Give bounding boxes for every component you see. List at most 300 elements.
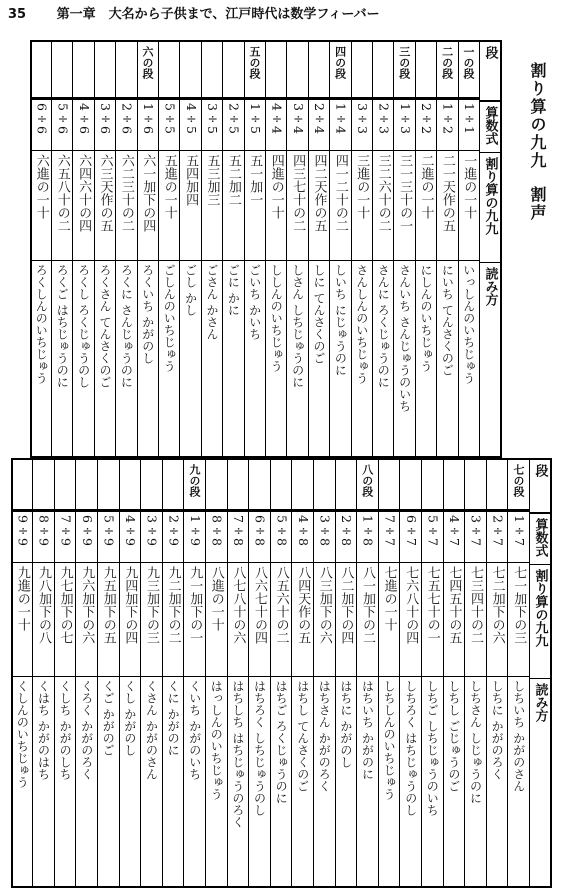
reading-text: ろくに さんじゅうのに — [119, 264, 134, 388]
table-column — [162, 458, 184, 888]
cell-reading — [52, 260, 72, 458]
cell-kuku — [95, 150, 115, 260]
reading-text: しいち にじゅうのに — [333, 264, 348, 376]
cell-kuku — [163, 562, 184, 676]
header-cell-kuku — [530, 564, 550, 678]
table-column — [32, 458, 54, 888]
table-column — [227, 458, 249, 888]
expr-text: 1÷4 — [333, 103, 349, 134]
expr-text: 1÷8 — [360, 515, 376, 546]
group-label: 一の段 — [461, 46, 475, 79]
cell-expr — [465, 510, 486, 562]
cell-expr — [314, 510, 335, 562]
kuku-text: 五一加一 — [247, 154, 263, 206]
cell-reading — [73, 260, 93, 458]
cell-kuku — [52, 150, 72, 260]
cell-kuku — [141, 562, 162, 676]
expr-text: 5÷9 — [101, 515, 117, 546]
reading-text: しちいち かがのさん — [511, 680, 526, 792]
expr-text: 4÷4 — [269, 103, 285, 134]
kuku-text: 六一加下の四 — [140, 154, 156, 232]
cell-reading — [76, 676, 97, 888]
cell-kuku — [184, 562, 205, 676]
cell-kuku — [202, 150, 222, 260]
reading-text: ろくし ろくじゅうのし — [76, 264, 91, 388]
table-column — [140, 458, 162, 888]
cell-kuku — [76, 562, 97, 676]
kuku-text: 八三加下の六 — [316, 566, 332, 644]
reading-text: ごしんのいちじゅう — [162, 264, 177, 372]
cell-expr — [206, 510, 227, 562]
table-column — [443, 458, 465, 888]
kuku-text: 一進の一十 — [461, 154, 477, 219]
cell-reading — [309, 260, 329, 458]
table-column — [11, 458, 33, 888]
expr-text: 2÷8 — [339, 515, 355, 546]
cell-expr — [55, 510, 76, 562]
cell-kuku — [508, 562, 529, 676]
cell-expr — [249, 510, 270, 562]
kuku-text: 九進の一十 — [14, 566, 30, 631]
cell-expr — [116, 98, 136, 150]
cell-reading — [422, 676, 443, 888]
table-column — [137, 40, 158, 458]
cell-expr — [352, 98, 372, 150]
cell-kuku — [459, 150, 479, 260]
cell-kuku — [138, 150, 158, 260]
kuku-text: 七四五十の五 — [446, 566, 462, 644]
reading-text: はっしんのいちじゅう — [209, 680, 224, 800]
reading-text: ろくご はちじゅうのに — [55, 264, 70, 388]
cell-reading — [120, 676, 141, 888]
kuku-text: 七進の一十 — [381, 566, 397, 631]
cell-kuku — [314, 562, 335, 676]
cell-kuku — [206, 562, 227, 676]
table-column — [507, 458, 529, 888]
kuku-text: 二一天作の五 — [439, 154, 455, 232]
kuku-text: 四三七十の二 — [290, 154, 306, 232]
header-label-expr: 算数式 — [482, 106, 498, 145]
cell-expr — [459, 98, 479, 150]
cell-expr — [245, 98, 265, 150]
expr-text: 9÷9 — [15, 515, 31, 546]
cell-expr — [271, 510, 292, 562]
chapter-title: 第一章 大名から子供まで、江戸時代は数学フィーバー — [56, 7, 380, 22]
table-column — [75, 458, 97, 888]
expr-text: 7÷7 — [382, 515, 398, 546]
expr-text: 4÷7 — [447, 515, 463, 546]
reading-text: くご かがのご — [101, 680, 116, 756]
expr-text: 3÷7 — [468, 515, 484, 546]
expr-text: 6÷9 — [79, 515, 95, 546]
cell-expr — [184, 510, 205, 562]
table-column — [372, 40, 393, 458]
table-column — [265, 40, 286, 458]
side-title — [526, 62, 549, 222]
expr-text: 1÷5 — [248, 103, 264, 134]
header-cell-kuku — [480, 152, 500, 262]
expr-text: 5÷7 — [425, 515, 441, 546]
cell-kuku — [416, 150, 436, 260]
reading-text: さんいち さんじゅうのいち — [397, 264, 412, 412]
kuku-text: 九一加下の一 — [187, 566, 203, 644]
cell-reading — [180, 260, 200, 458]
expr-text: 2÷9 — [166, 515, 182, 546]
table-column — [30, 40, 51, 458]
table-column — [464, 458, 486, 888]
cell-reading — [373, 260, 393, 458]
division-table-bottom — [2, 458, 552, 888]
side-title-main: 割り算の九九 — [528, 62, 547, 170]
cell-reading — [487, 676, 508, 888]
cell-expr — [138, 98, 158, 150]
kuku-text: 七三四十の二 — [467, 566, 483, 644]
expr-text: 2÷3 — [376, 103, 392, 134]
header-label-reading: 読み方 — [482, 267, 498, 306]
cell-expr — [73, 98, 93, 150]
cell-kuku — [245, 150, 265, 260]
cell-kuku — [400, 562, 421, 676]
cell-reading — [330, 260, 350, 458]
cell-kuku — [373, 150, 393, 260]
table-column — [399, 458, 421, 888]
reading-text: しちに かがのろく — [490, 680, 505, 780]
cell-reading — [223, 260, 243, 458]
cell-kuku — [352, 150, 372, 260]
table-column — [119, 458, 141, 888]
kuku-text: 二進の一十 — [418, 154, 434, 219]
table-column — [244, 40, 265, 458]
kuku-text: 六三天作の五 — [97, 154, 113, 232]
cell-kuku — [309, 150, 329, 260]
cell-reading — [95, 260, 115, 458]
cell-kuku — [13, 562, 33, 676]
kuku-text: 八五六十の二 — [273, 566, 289, 644]
cell-expr — [32, 98, 51, 150]
expr-text: 2÷2 — [419, 103, 435, 134]
cell-reading — [416, 260, 436, 458]
cell-kuku — [330, 150, 350, 260]
cell-kuku — [228, 562, 249, 676]
header-label-reading: 読み方 — [532, 683, 548, 722]
kuku-text: 五四加四 — [183, 154, 199, 206]
cell-kuku — [55, 562, 76, 676]
reading-text: くしち かがのしち — [58, 680, 73, 780]
cell-reading — [459, 260, 479, 458]
kuku-text: 四進の一十 — [268, 154, 284, 219]
cell-reading — [266, 260, 286, 458]
cell-expr — [98, 510, 119, 562]
cell-kuku — [98, 562, 119, 676]
division-table-top — [2, 40, 502, 458]
cell-expr — [400, 510, 421, 562]
reading-text: しちろく はちじゅうのし — [403, 680, 418, 816]
cell-expr — [444, 510, 465, 562]
reading-text: くに かがのに — [166, 680, 181, 756]
kuku-text: 五三加三 — [204, 154, 220, 206]
kuku-text: 六五八十の二 — [54, 154, 70, 232]
expr-text: 1÷3 — [397, 103, 413, 134]
header-cell-dan — [480, 42, 500, 100]
table-column — [179, 40, 200, 458]
cell-reading — [141, 676, 162, 888]
kuku-text: 四二天作の五 — [311, 154, 327, 232]
table-column — [72, 40, 93, 458]
reading-text: ろくさん てんさくのご — [97, 264, 112, 388]
cell-kuku — [223, 150, 243, 260]
cell-kuku — [444, 562, 465, 676]
cell-reading — [437, 260, 457, 458]
cell-kuku — [180, 150, 200, 260]
reading-text: しちさん しじゅうのに — [468, 680, 483, 804]
cell-reading — [444, 676, 465, 888]
cell-expr — [95, 98, 115, 150]
reading-text: はちろく しちじゅうのし — [252, 680, 267, 816]
expr-text: 3÷3 — [355, 103, 371, 134]
header-label-dan: 段 — [482, 46, 498, 59]
cell-expr — [416, 98, 436, 150]
cell-expr — [336, 510, 357, 562]
cell-reading — [314, 676, 335, 888]
expr-text: 2÷5 — [226, 103, 242, 134]
header-cell-expr — [530, 512, 550, 564]
reading-text: はちいち かがのに — [360, 680, 375, 780]
cell-expr — [437, 98, 457, 150]
cell-reading — [138, 260, 158, 458]
header-cell-reading — [530, 678, 550, 890]
table-column — [286, 40, 307, 458]
cell-reading — [33, 676, 54, 888]
table-column — [222, 40, 243, 458]
reading-text: はちに かがのし — [338, 680, 353, 768]
cell-kuku — [465, 562, 486, 676]
cell-expr — [120, 510, 141, 562]
reading-text: しちし ごじゅうのご — [446, 680, 461, 792]
kuku-text: 七一加下の三 — [511, 566, 527, 644]
reading-text: ごし かし — [183, 264, 198, 316]
kuku-text: 七二加下の六 — [489, 566, 505, 644]
expr-text: 2÷6 — [119, 103, 135, 134]
reading-text: しちご しちじゅうのいち — [425, 680, 440, 816]
cell-kuku — [249, 562, 270, 676]
kuku-text: 三一三十の一 — [397, 154, 413, 232]
cell-expr — [330, 98, 350, 150]
cell-reading — [116, 260, 136, 458]
reading-text: ろくいち かがのし — [140, 264, 155, 364]
expr-text: 3÷8 — [317, 515, 333, 546]
cell-reading — [287, 260, 307, 458]
kuku-text: 八二加下の四 — [338, 566, 354, 644]
expr-text: 2÷4 — [312, 103, 328, 134]
cell-reading — [292, 676, 313, 888]
table-column — [393, 40, 414, 458]
group-label: 三の段 — [397, 46, 411, 79]
kuku-text: 九五加下の五 — [100, 566, 116, 644]
expr-text: 4÷8 — [295, 515, 311, 546]
expr-text: 4÷6 — [76, 103, 92, 134]
expr-text: 6÷7 — [403, 515, 419, 546]
table-column — [486, 458, 508, 888]
reading-text: ろくしんのいちじゅう — [34, 264, 49, 384]
table-column — [201, 40, 222, 458]
cell-kuku — [120, 562, 141, 676]
expr-text: 5÷5 — [162, 103, 178, 134]
cell-expr — [159, 98, 179, 150]
reading-text: いっしんのいちじゅう — [461, 264, 476, 384]
kuku-text: 八一加下の二 — [359, 566, 375, 644]
cell-reading — [206, 676, 227, 888]
kuku-text: 九二加下の二 — [165, 566, 181, 644]
expr-text: 2÷7 — [490, 515, 506, 546]
expr-text: 4÷9 — [123, 515, 139, 546]
kuku-text: 六二三十の二 — [118, 154, 134, 232]
cell-reading — [228, 676, 249, 888]
kuku-text: 八進の一十 — [208, 566, 224, 631]
header-column — [479, 40, 502, 458]
cell-kuku — [357, 562, 378, 676]
kuku-text: 六進の一十 — [33, 154, 49, 219]
cell-kuku — [287, 150, 307, 260]
cell-expr — [394, 98, 414, 150]
kuku-text: 七五七十の一 — [424, 566, 440, 644]
reading-text: にしんのいちじゅう — [418, 264, 433, 372]
cell-reading — [184, 676, 205, 888]
reading-text: ししんのいちじゅう — [269, 264, 284, 372]
cell-expr — [76, 510, 97, 562]
table-column — [436, 40, 457, 458]
reading-text: ごに かに — [226, 264, 241, 316]
reading-text: くいち かがのいち — [187, 680, 202, 780]
table-column — [183, 458, 205, 888]
expr-text: 7÷8 — [231, 515, 247, 546]
reading-text: くしんのいちじゅう — [15, 680, 30, 788]
table-column — [115, 40, 136, 458]
cell-kuku — [266, 150, 286, 260]
cell-expr — [266, 98, 286, 150]
cell-expr — [163, 510, 184, 562]
cell-expr — [357, 510, 378, 562]
header-label-expr: 算数式 — [532, 518, 548, 557]
table-column — [378, 458, 400, 888]
header-label-kuku: 割り算の九九 — [532, 569, 548, 647]
cell-reading — [400, 676, 421, 888]
reading-text: ごいち かいち — [247, 264, 262, 340]
reading-text: さんしんのいちじゅう — [354, 264, 369, 384]
header-cell-reading — [480, 262, 500, 460]
cell-kuku — [271, 562, 292, 676]
cell-expr — [508, 510, 529, 562]
table-column — [97, 458, 119, 888]
cell-expr — [487, 510, 508, 562]
group-label: 八の段 — [360, 464, 374, 497]
cell-reading — [379, 676, 400, 888]
reading-text: にいち てんさくのご — [440, 264, 455, 376]
table-column — [415, 40, 436, 458]
reading-text: はちさん かがのろく — [317, 680, 332, 792]
page-header — [8, 3, 380, 22]
kuku-text: 九八加下の八 — [35, 566, 51, 644]
kuku-text: 八六七十の四 — [251, 566, 267, 644]
table-column — [54, 458, 76, 888]
expr-text: 1÷1 — [462, 103, 478, 134]
table-column — [335, 458, 357, 888]
cell-reading — [163, 676, 184, 888]
cell-expr — [287, 98, 307, 150]
cell-kuku — [487, 562, 508, 676]
cell-kuku — [379, 562, 400, 676]
reading-text: しに てんさくのご — [311, 264, 326, 364]
kuku-text: 八七八十の六 — [230, 566, 246, 644]
group-label: 九の段 — [187, 464, 201, 497]
cell-reading — [13, 676, 33, 888]
cell-kuku — [116, 150, 136, 260]
kuku-text: 三二六十の二 — [375, 154, 391, 232]
expr-text: 5÷6 — [55, 103, 71, 134]
cell-reading — [55, 676, 76, 888]
table-column — [308, 40, 329, 458]
kuku-text: 三進の一十 — [354, 154, 370, 219]
table-column — [458, 40, 479, 458]
kuku-text: 九三加下の三 — [143, 566, 159, 644]
cell-kuku — [292, 562, 313, 676]
reading-text: はちしち はちじゅうのろく — [230, 680, 245, 828]
expr-text: 3÷4 — [290, 103, 306, 134]
cell-reading — [32, 260, 51, 458]
cell-reading — [159, 260, 179, 458]
cell-reading — [245, 260, 265, 458]
cell-reading — [271, 676, 292, 888]
table-column — [291, 458, 313, 888]
cell-expr — [379, 510, 400, 562]
kuku-text: 九六加下の六 — [79, 566, 95, 644]
cell-reading — [394, 260, 414, 458]
reading-text: くはち かがのはち — [36, 680, 51, 780]
cell-reading — [352, 260, 372, 458]
expr-text: 5÷8 — [274, 515, 290, 546]
expr-text: 7÷9 — [58, 515, 74, 546]
cell-expr — [223, 98, 243, 150]
kuku-text: 五進の一十 — [161, 154, 177, 219]
group-label: 五の段 — [248, 46, 261, 79]
reading-text: くし かがのし — [122, 680, 137, 756]
header-label-dan: 段 — [532, 464, 548, 477]
group-label: 六の段 — [140, 46, 154, 79]
kuku-text: 六四六十の四 — [76, 154, 92, 232]
group-label: 二の段 — [440, 46, 454, 79]
expr-text: 1÷7 — [511, 515, 527, 546]
table-column — [356, 458, 378, 888]
cell-expr — [228, 510, 249, 562]
table-column — [270, 458, 292, 888]
cell-expr — [13, 510, 33, 562]
expr-text: 3÷9 — [144, 515, 160, 546]
reading-text: はちご ろくじゅうのに — [274, 680, 289, 804]
cell-reading — [508, 676, 529, 888]
cell-kuku — [394, 150, 414, 260]
expr-text: 3÷6 — [98, 103, 114, 134]
expr-text: 6÷6 — [34, 103, 50, 134]
table-column — [329, 40, 350, 458]
kuku-text: 四一二十の二 — [332, 154, 348, 232]
cell-reading — [202, 260, 222, 458]
table-column — [205, 458, 227, 888]
cell-kuku — [336, 562, 357, 676]
cell-reading — [465, 676, 486, 888]
header-cell-dan — [530, 460, 550, 512]
cell-expr — [202, 98, 222, 150]
expr-text: 3÷5 — [205, 103, 221, 134]
table-column — [421, 458, 443, 888]
